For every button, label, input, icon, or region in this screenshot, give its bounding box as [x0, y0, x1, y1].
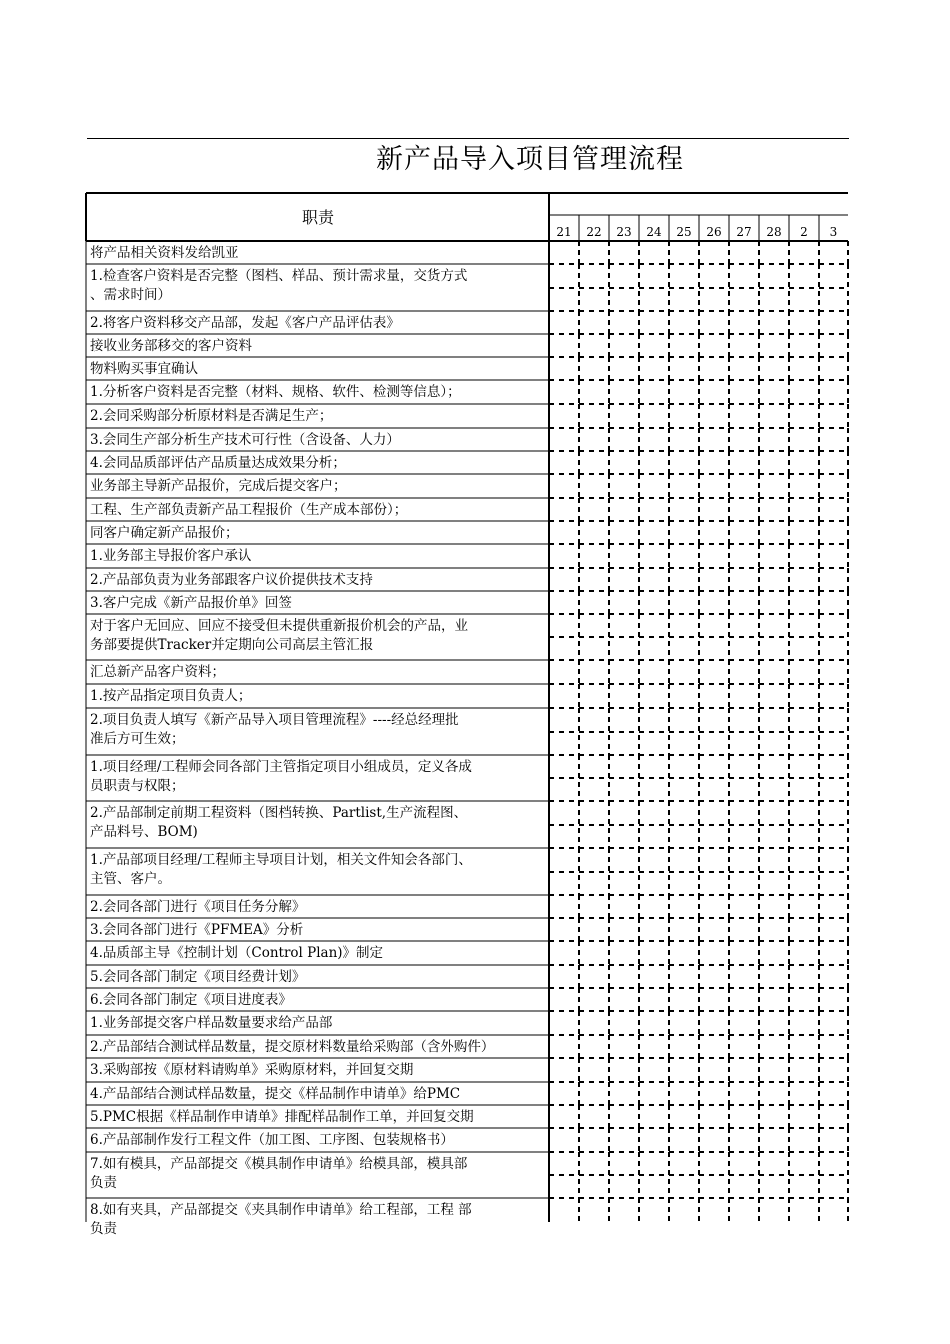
task-text: 1.按产品指定项目负责人； — [90, 688, 252, 704]
task-text: 6.产品部制作发行工程文件（加工图、工序图、包装规格书） — [90, 1132, 454, 1148]
day-number: 25 — [676, 225, 692, 239]
responsibility-header: 职责 — [301, 208, 334, 227]
task-text: 对于客户无回应、回应不接受但未提供重新报价机会的产品，业 — [90, 618, 468, 634]
task-text: 7.如有模具，产品部提交《模具制作申请单》给模具部，模具部 — [90, 1156, 468, 1172]
day-number: 2 — [800, 225, 808, 239]
task-text: 产品料号、BOM) — [90, 824, 198, 840]
task-text: 2.产品部结合测试样品数量，提交原材料数量给采购部（含外购件） — [90, 1039, 495, 1055]
task-text: 3.会同各部门进行《PFMEA》分析 — [90, 922, 304, 938]
task-text: 1.业务部提交客户样品数量要求给产品部 — [90, 1015, 333, 1031]
task-text: 3.采购部按《原材料请购单》采购原材料，并回复交期 — [90, 1062, 414, 1078]
day-number: 23 — [616, 225, 632, 239]
task-text: 2.项目负责人填写《新产品导入项目管理流程》----经总经理批 — [90, 712, 459, 728]
task-text: 业务部主导新产品报价，完成后提交客户； — [90, 478, 347, 494]
day-number: 27 — [736, 225, 752, 239]
task-text: 务部要提供Tracker并定期向公司高层主管汇报 — [90, 637, 374, 653]
task-text: 将产品相关资料发给凯亚 — [90, 245, 239, 261]
task-text: 8.如有夹具，产品部提交《夹具制作申请单》给工程部，工程 部 — [90, 1202, 472, 1218]
task-text: 1.检查客户资料是否完整（图档、样品、预计需求量，交货方式 — [90, 268, 468, 284]
task-text: 汇总新产品客户资料； — [90, 664, 225, 680]
task-text: 2.会同采购部分析原材料是否满足生产； — [90, 408, 333, 424]
task-text: 2.会同各部门进行《项目任务分解》 — [90, 899, 306, 915]
task-text: 3.会同生产部分析生产技术可行性（含设备、人力） — [90, 432, 400, 448]
task-text: 、需求时间） — [90, 287, 171, 303]
day-number: 24 — [646, 225, 662, 239]
task-text: 1.分析客户资料是否完整（材料、规格、软件、检测等信息）； — [90, 384, 461, 400]
task-text: 4.会同品质部评估产品质量达成效果分析； — [90, 455, 346, 471]
task-text: 物料购买事宜确认 — [90, 361, 198, 377]
task-text: 5.PMC根据《样品制作申请单》排配样品制作工单，并回复交期 — [90, 1109, 474, 1125]
task-text: 主管、客户。 — [90, 871, 171, 887]
day-number: 28 — [766, 225, 782, 239]
day-number: 21 — [556, 225, 572, 239]
task-text: 4.品质部主导《控制计划（Control Plan)》制定 — [90, 945, 384, 961]
task-text: 1.产品部项目经理/工程师主导项目计划，相关文件知会各部门、 — [90, 852, 472, 868]
task-text: 2.产品部制定前期工程资料（图档转换、Partlist,生产流程图、 — [90, 805, 468, 821]
task-text: 负责 — [90, 1221, 117, 1237]
day-number: 3 — [829, 225, 838, 239]
task-text: 工程、生产部负责新产品工程报价（生产成本部份）； — [90, 502, 408, 518]
page-title: 新产品导入项目管理流程 — [376, 144, 684, 175]
task-text: 接收业务部移交的客户资料 — [90, 338, 252, 354]
task-text: 员职责与权限； — [90, 778, 185, 794]
task-text: 5.会同各部门制定《项目经费计划》 — [90, 969, 306, 985]
task-text: 负责 — [90, 1175, 117, 1191]
task-text: 同客户确定新产品报价； — [90, 525, 239, 541]
day-number: 26 — [706, 225, 722, 239]
task-text: 4.产品部结合测试样品数量，提交《样品制作申请单》给PMC — [90, 1086, 461, 1102]
task-text: 3.客户完成《新产品报价单》回签 — [90, 595, 292, 611]
task-text: 1.业务部主导报价客户承认 — [90, 548, 252, 564]
task-text: 6.会同各部门制定《项目进度表》 — [90, 992, 292, 1008]
task-text: 2.产品部负责为业务部跟客户议价提供技术支持 — [90, 572, 373, 588]
day-number: 22 — [586, 225, 602, 239]
task-text: 2.将客户资料移交产品部，发起《客户产品评估表》 — [90, 315, 400, 331]
task-text: 1.项目经理/工程师会同各部门主管指定项目小组成员，定义各成 — [90, 759, 472, 775]
task-text: 准后方可生效； — [90, 731, 185, 747]
